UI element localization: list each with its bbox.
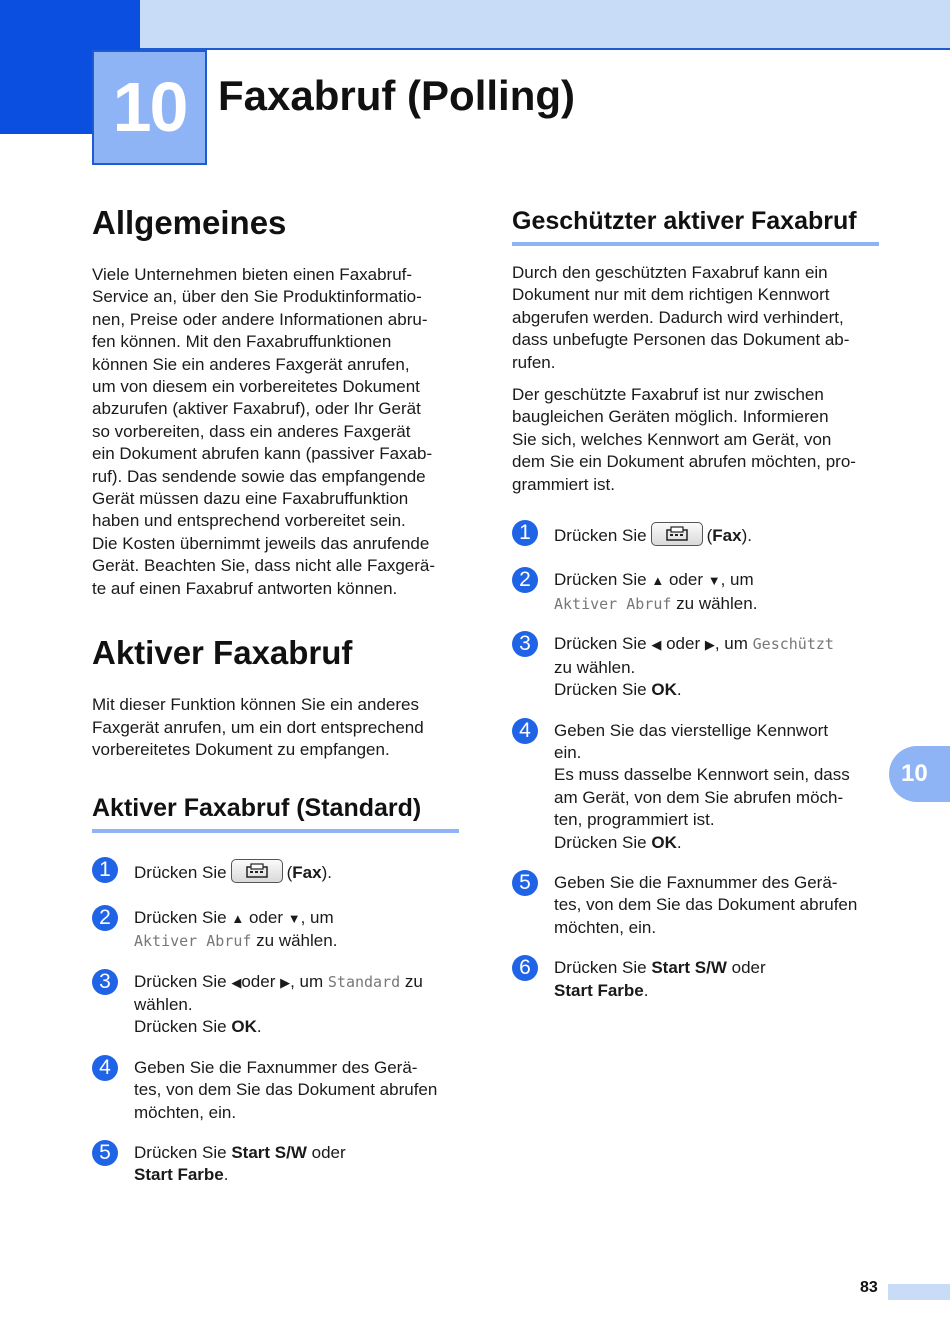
left-arrow-icon: ◀ bbox=[231, 974, 242, 990]
page-number: 83 bbox=[860, 1279, 878, 1296]
step-1: 1 Drücken Sie (Fax). bbox=[92, 859, 464, 884]
step-number: 6 bbox=[512, 955, 538, 981]
right-arrow-icon: ▶ bbox=[704, 637, 715, 653]
geschuetzt-text-2: Der geschützte Faxabruf ist nur zwischen baugleichen Geräten möglich. Informieren Sie sich, welches Kennwort am Gerät, von dem Sie ein Dokument abrufen möchten, pro- grammiert ist. bbox=[512, 385, 856, 494]
step-number: 4 bbox=[92, 1055, 118, 1081]
left-column bbox=[92, 200, 464, 1187]
step-5: 5 Drücken Sie Start S/W oder Start Farbe. bbox=[92, 1142, 464, 1187]
step-2: 2 Drücken Sie ▲ oder ▼, um Aktiver Abruf zu wählen. bbox=[512, 569, 884, 615]
aktiver-text: Mit dieser Funktion können Sie ein anderes Faxgerät anrufen, um ein dort entsprechend vorbereitetes Dokument zu empfangen. bbox=[92, 695, 424, 759]
subsection-heading-standard: Aktiver Faxabruf (Standard) bbox=[92, 791, 459, 833]
step-6: 6 Drücken Sie Start S/W oder Start Farbe. bbox=[512, 957, 884, 1002]
step-number: 2 bbox=[512, 567, 538, 593]
chapter-side-tab: 10 bbox=[889, 746, 950, 802]
chapter-title: Faxabruf (Polling) bbox=[218, 72, 575, 119]
section-heading-allgemeines: Allgemeines bbox=[92, 204, 287, 241]
header-rule bbox=[140, 48, 950, 50]
step-5: 5 Geben Sie die Faxnummer des Gerä- tes, von dem Sie das Dokument abrufen möchten, ein. bbox=[512, 872, 884, 939]
right-column bbox=[512, 204, 884, 1002]
geschuetzt-text-1: Durch den geschützten Faxabruf kann ein Dokument nur mit dem richtigen Kennwort abgerufen werden. Dadurch wird verhindert, dass unbefugte Personen das Dokument ab- rufen. bbox=[512, 263, 850, 372]
section-heading-aktiver: Aktiver Faxabruf bbox=[92, 634, 353, 672]
step-number: 4 bbox=[512, 718, 538, 744]
step-number: 5 bbox=[512, 870, 538, 896]
step-3: 3 Drücken Sie ◀ oder ▶, um Geschützt zu wählen. Drücken Sie OK. bbox=[512, 633, 884, 701]
step-number: 1 bbox=[512, 520, 538, 546]
step-1: 1 Drücken Sie (Fax). bbox=[512, 522, 884, 547]
footer-bar bbox=[888, 1284, 950, 1300]
step-3: 3 Drücken Sie ◀oder ▶, um Standard zu wählen. Drücken Sie OK. bbox=[92, 971, 464, 1039]
down-arrow-icon: ▼ bbox=[707, 573, 721, 589]
step-number: 3 bbox=[92, 969, 118, 995]
step-number: 1 bbox=[92, 857, 118, 883]
up-arrow-icon: ▲ bbox=[231, 910, 245, 926]
down-arrow-icon: ▼ bbox=[287, 910, 301, 926]
step-number: 5 bbox=[92, 1140, 118, 1166]
fax-key-icon bbox=[231, 859, 283, 883]
fax-key-icon bbox=[651, 522, 703, 546]
step-4: 4 Geben Sie das vierstellige Kennwort ein. Es muss dasselbe Kennwort sein, dass am Gerät, von dem Sie abrufen möch- ten, programmiert ist. Drücken Sie OK. bbox=[512, 720, 884, 854]
step-number: 3 bbox=[512, 631, 538, 657]
step-2: 2 Drücken Sie ▲ oder ▼, um Aktiver Abruf zu wählen. bbox=[92, 907, 464, 953]
step-number: 2 bbox=[92, 905, 118, 931]
right-arrow-icon: ▶ bbox=[280, 974, 291, 990]
header-band bbox=[0, 0, 950, 48]
allgemeines-text: Viele Unternehmen bieten einen Faxabruf- Service an, über den Sie Produktinformatio- nen, Preise oder andere Informationen abru- fen können. Mit den Faxabruffunktionen können Sie ein anderes Faxgerät anrufen, um von diesem ein vorbereitetes Dokument abzurufen (aktiver Faxabruf), oder Ihr Gerät so vorbereiten, dass ein anderes Faxgerät ein Dokument abrufen kann (passiver Faxab- ruf). Das sendende sowie das empfangende Gerät müssen dazu eine Faxabruffunktion haben und entsprechend vorbereitet sein. Die Kosten übernimmt jeweils das anrufende Gerät. Beachten Sie, dass nicht alle Faxgerä- te auf einen Faxabruf antworten können. bbox=[92, 265, 436, 598]
chapter-number: 10 bbox=[92, 50, 207, 165]
up-arrow-icon: ▲ bbox=[651, 573, 665, 589]
subsection-heading-geschuetzt: Geschützter aktiver Faxabruf bbox=[512, 204, 879, 246]
step-4: 4 Geben Sie die Faxnummer des Gerä- tes, von dem Sie das Dokument abrufen möchten, ein. bbox=[92, 1057, 464, 1124]
left-arrow-icon: ◀ bbox=[651, 637, 662, 653]
